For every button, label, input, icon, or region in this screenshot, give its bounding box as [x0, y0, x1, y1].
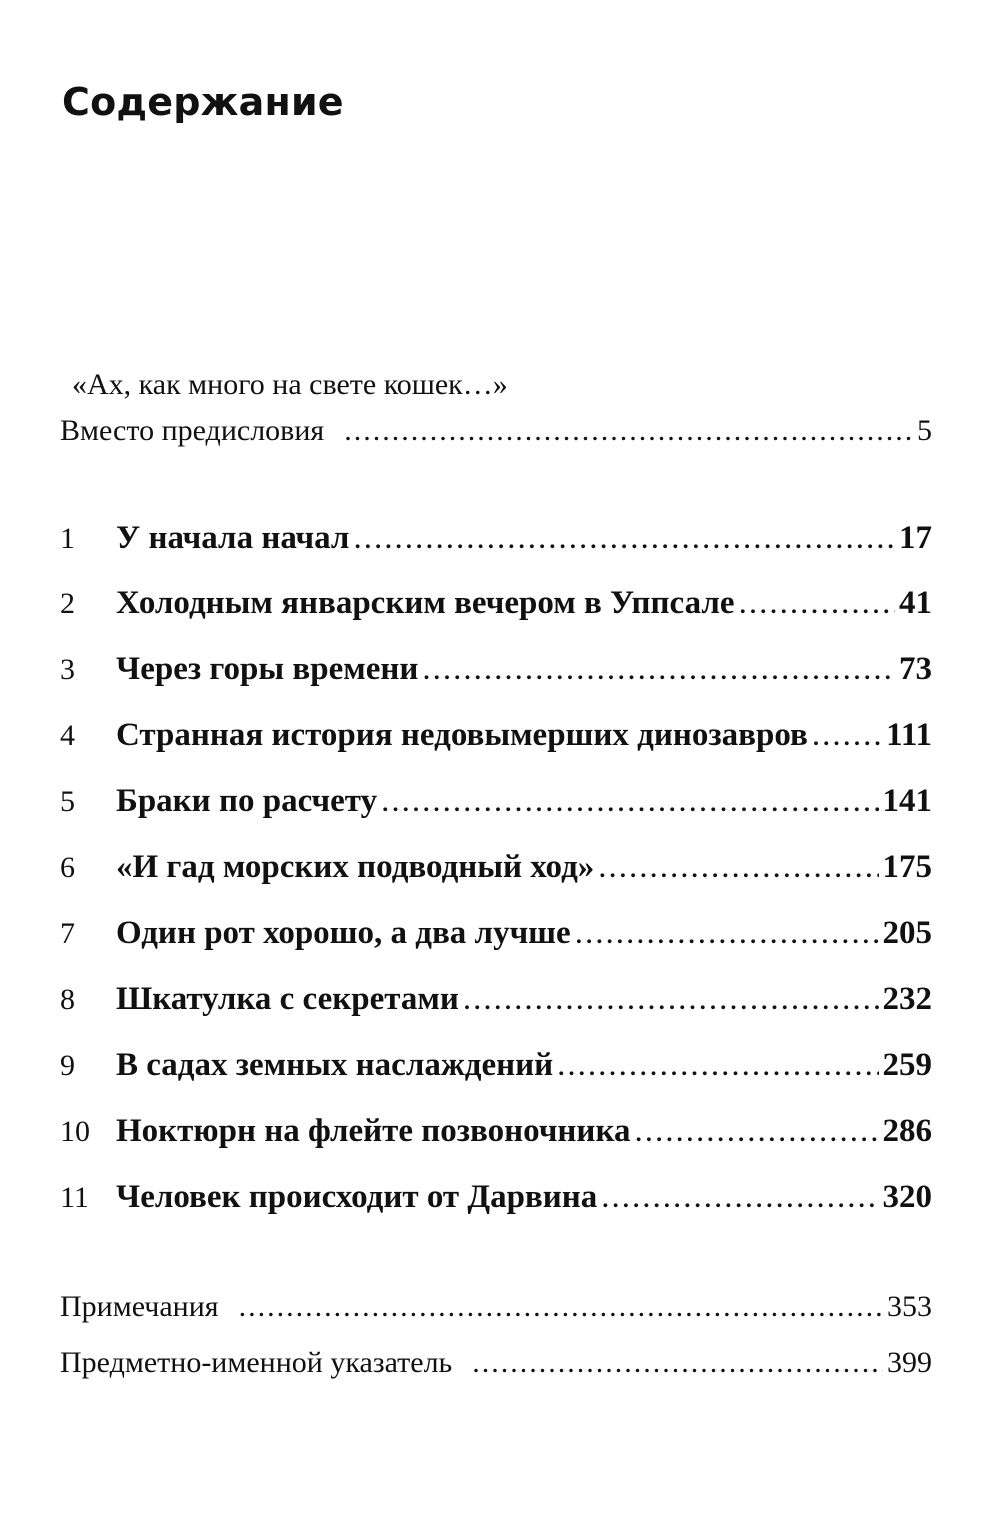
- page-number: 111: [886, 717, 932, 753]
- chapter-number: 4: [60, 719, 75, 752]
- page-number: 205: [882, 915, 932, 951]
- chapter-number: 5: [60, 785, 75, 818]
- toc-entry-intro[interactable]: [60, 414, 932, 448]
- page-number: 399: [887, 1346, 932, 1379]
- toc-entry-chapter-4[interactable]: [60, 717, 932, 754]
- intro-title: «Ах, как много на свете кошек…»: [72, 368, 508, 401]
- page-number: 5: [917, 414, 932, 447]
- chapter-title: Странная история недовымерших динозавров: [116, 717, 808, 753]
- page-number: 232: [882, 981, 932, 1017]
- toc-entry-notes[interactable]: [60, 1290, 932, 1324]
- entry-title: Вместо предисловия: [60, 414, 325, 447]
- entry-title: Предметно-именной указатель: [60, 1346, 453, 1379]
- chapter-title: Ноктюрн на флейте позвоночника: [116, 1113, 631, 1149]
- page-number: 286: [882, 1113, 932, 1149]
- page-number: 17: [899, 520, 932, 556]
- chapter-number: 6: [60, 851, 75, 884]
- chapter-title: У начала начал: [116, 520, 350, 556]
- chapter-number: 8: [60, 983, 75, 1016]
- chapter-number: 3: [60, 653, 75, 686]
- chapter-title: Браки по расчету: [116, 783, 378, 819]
- page-number: 41: [899, 585, 932, 621]
- chapter-title: Один рот хорошо, а два лучше: [116, 915, 571, 951]
- leader-dots: [739, 585, 895, 622]
- chapter-title: Через горы времени: [116, 651, 419, 687]
- toc-entry-chapter-11[interactable]: [60, 1179, 932, 1216]
- leader-dots: [575, 915, 879, 952]
- page-title: Содержание: [62, 80, 344, 124]
- chapter-number: 10: [60, 1115, 90, 1148]
- chapter-number: 1: [60, 522, 75, 555]
- entry-title: Примечания: [60, 1290, 219, 1323]
- chapter-title: Шкатулка с секретами: [116, 981, 459, 1017]
- page-number: 320: [882, 1179, 932, 1215]
- leader-dots: [598, 849, 878, 886]
- chapter-title: Холодным январским вечером в Уппсале: [116, 585, 735, 621]
- toc-entry-chapter-5[interactable]: [60, 783, 932, 820]
- leader-dots: [344, 414, 913, 448]
- leader-dots: [422, 651, 895, 688]
- leader-dots: [463, 981, 879, 1018]
- toc-entry-chapter-7[interactable]: [60, 915, 932, 952]
- page-number: 259: [882, 1047, 932, 1083]
- toc-entry-chapter-2[interactable]: [60, 585, 932, 622]
- page-number: 141: [882, 783, 932, 819]
- leader-dots: [381, 783, 878, 820]
- page-number: 73: [899, 651, 932, 687]
- toc-entry-chapter-10[interactable]: [60, 1113, 932, 1150]
- leader-dots: [634, 1113, 878, 1150]
- leader-dots: [239, 1290, 883, 1324]
- toc-entry-chapter-9[interactable]: [60, 1047, 932, 1084]
- toc-entry-index[interactable]: [60, 1346, 932, 1380]
- chapter-number: 9: [60, 1049, 75, 1082]
- chapter-number: 11: [60, 1181, 89, 1214]
- chapter-number: 7: [60, 917, 75, 950]
- toc-entry-chapter-1[interactable]: [60, 520, 932, 557]
- leader-dots: [353, 520, 895, 557]
- leader-dots: [812, 717, 882, 754]
- toc-entry-chapter-3[interactable]: [60, 651, 932, 688]
- chapter-number: 2: [60, 587, 75, 620]
- leader-dots: [557, 1047, 878, 1084]
- chapter-title: Человек происходит от Дарвина: [116, 1179, 598, 1215]
- page-number: 353: [887, 1290, 932, 1323]
- leader-dots: [601, 1179, 878, 1216]
- toc-entry-chapter-6[interactable]: [60, 849, 932, 886]
- toc-entry-chapter-8[interactable]: [60, 981, 932, 1018]
- chapter-title: В садах земных наслаждений: [116, 1047, 554, 1083]
- page-number: 175: [882, 849, 932, 885]
- leader-dots: [472, 1346, 883, 1380]
- chapter-title: «И гад морских подводный ход»: [116, 849, 595, 885]
